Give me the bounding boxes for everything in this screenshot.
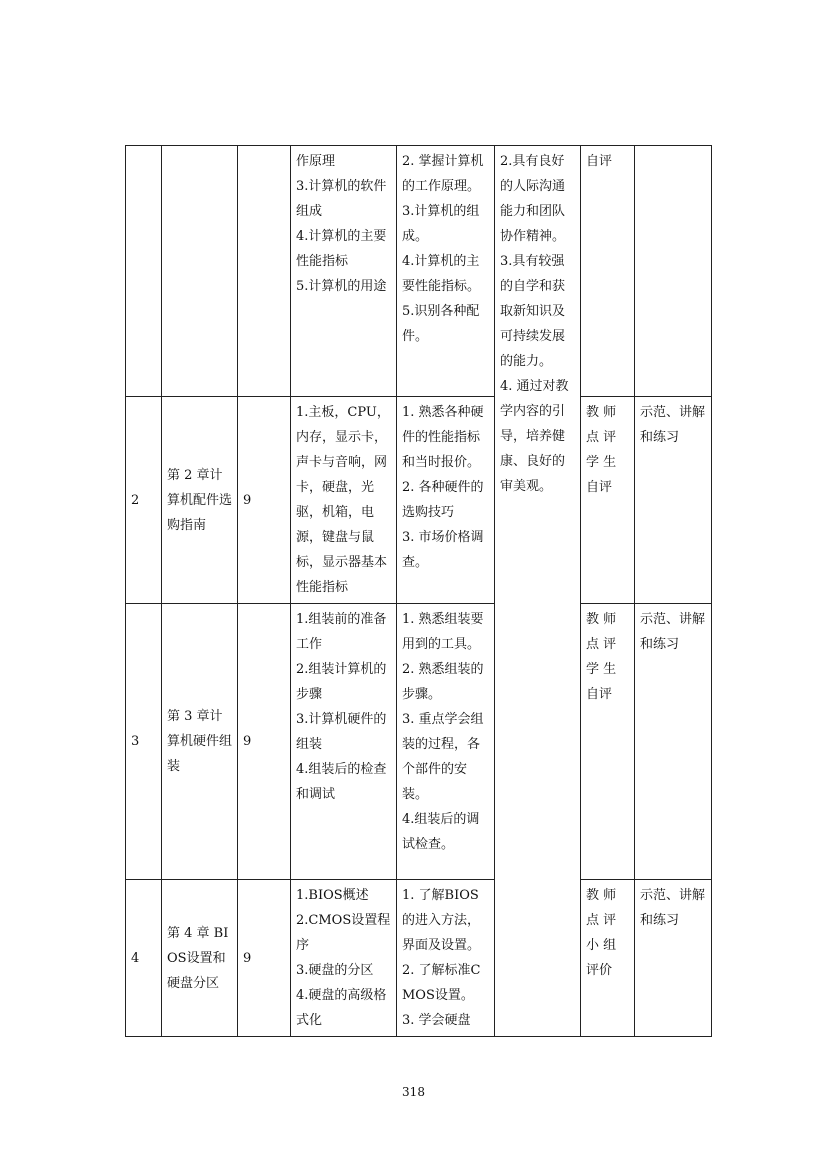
method-cell xyxy=(635,880,712,1037)
evaluation-text: 自评 xyxy=(586,154,613,169)
goal-item: 5.识别各种配件。 xyxy=(402,304,480,344)
evaluation-cell xyxy=(581,397,635,604)
hours-cell xyxy=(238,146,291,397)
method-cell xyxy=(635,146,712,397)
hours-cell xyxy=(238,397,291,604)
hours-cell xyxy=(238,604,291,880)
content-item: 1.组装前的准备工作 xyxy=(296,612,387,652)
evaluation-text: 教 师 点 评 小 组 评价 xyxy=(586,888,617,978)
goal-item: 3. 市场价格调查。 xyxy=(402,530,484,570)
content-item: 作原理 xyxy=(296,154,336,169)
method-text: 示范、讲解和练习 xyxy=(640,888,706,928)
hours-value: 9 xyxy=(243,492,252,508)
hours-value: 9 xyxy=(243,950,252,966)
chapter-cell xyxy=(162,604,238,880)
hours-cell xyxy=(238,880,291,1037)
quality-item: 4. 通过对教学内容的引导，培养健康、良好的审美观。 xyxy=(500,379,569,494)
content-item: 3.硬盘的分区 xyxy=(296,963,374,978)
content-item: 3.计算机的软件组成 xyxy=(296,179,387,219)
goal-item: 1. 熟悉各种硬件的性能指标和当时报价。 xyxy=(402,405,484,470)
content-cell xyxy=(291,146,397,397)
goal-item: 2. 各种硬件的选购技巧 xyxy=(402,480,484,520)
row-index-cell xyxy=(126,397,162,604)
content-cell xyxy=(291,397,397,604)
method-cell xyxy=(635,397,712,604)
evaluation-cell xyxy=(581,146,635,397)
hours-value: 9 xyxy=(243,734,252,749)
qualities-cell xyxy=(495,146,581,1037)
quality-item: 3.具有较强的自学和获取新知识及可持续发展的能力。 xyxy=(500,254,566,369)
row-index: 3 xyxy=(131,734,140,749)
chapter-title: 第 2 章计算机配件选购指南 xyxy=(167,467,233,533)
table-row xyxy=(126,880,712,1037)
row-index-cell xyxy=(126,146,162,397)
chapter-title: 第 4 章 BIOS设置和硬盘分区 xyxy=(167,925,229,991)
content-item: 3.计算机硬件的组装 xyxy=(296,712,387,752)
chapter-cell xyxy=(162,880,238,1037)
content-item: 2.CMOS设置程序 xyxy=(296,913,391,953)
goal-item: 1. 了解BIOS的进入方法，界面及设置。 xyxy=(402,888,481,953)
content-item: 4.计算机的主要性能指标 xyxy=(296,229,387,269)
method-text: 示范、讲解和练习 xyxy=(640,405,706,445)
row-index-cell xyxy=(126,880,162,1037)
goal-item: 2. 了解标准CMOS设置。 xyxy=(402,963,481,1003)
table-row xyxy=(126,604,712,880)
goals-cell xyxy=(397,397,495,604)
evaluation-cell xyxy=(581,604,635,880)
row-index-cell xyxy=(126,604,162,880)
row-index: 4 xyxy=(131,950,140,966)
table-row xyxy=(126,397,712,604)
goal-item: 2. 掌握计算机的工作原理。 xyxy=(402,154,484,194)
evaluation-cell xyxy=(581,880,635,1037)
content-item: 4.硬盘的高级格式化 xyxy=(296,988,387,1028)
goal-item: 3. 学会硬盘 xyxy=(402,1013,471,1028)
quality-item: 2.具有良好的人际沟通能力和团队协作精神。 xyxy=(500,154,566,244)
evaluation-text: 教 师 点 评 学 生 自评 xyxy=(586,612,617,702)
chapter-cell xyxy=(162,146,238,397)
goals-cell xyxy=(397,880,495,1037)
content-cell xyxy=(291,880,397,1037)
goal-item: 3. 重点学会组装的过程，各个部件的安装。 xyxy=(402,712,484,802)
goals-cell xyxy=(397,146,495,397)
content-item: 2.组装计算机的步骤 xyxy=(296,662,387,702)
evaluation-text: 教 师 点 评 学 生 自评 xyxy=(586,405,617,495)
content-item: 1.BIOS概述 xyxy=(296,888,369,903)
goal-item: 2. 熟悉组装的步骤。 xyxy=(402,662,484,702)
content-cell xyxy=(291,604,397,880)
chapter-cell xyxy=(162,397,238,604)
page-number: 318 xyxy=(402,1085,425,1099)
table-row xyxy=(126,146,712,397)
goal-item: 4.组装后的调试检查。 xyxy=(402,812,480,852)
method-text: 示范、讲解和练习 xyxy=(640,612,706,652)
content-item: 5.计算机的用途 xyxy=(296,279,387,294)
goal-item: 4.计算机的主要性能指标。 xyxy=(402,254,481,294)
goals-cell xyxy=(397,604,495,880)
goal-item: 3.计算机的组成。 xyxy=(402,204,480,244)
syllabus-table xyxy=(125,145,712,1037)
chapter-title: 第 3 章计算机硬件组装 xyxy=(167,709,233,774)
content-item: 1.主板，CPU，内存，显示卡，声卡与音响，网卡，硬盘，光驱，机箱，电源，键盘与鼠标，显示器基本性能指标 xyxy=(296,405,390,595)
method-cell xyxy=(635,604,712,880)
content-item: 4.组装后的检查和调试 xyxy=(296,762,387,802)
goal-item: 1. 熟悉组装要用到的工具。 xyxy=(402,612,484,652)
row-index: 2 xyxy=(131,492,140,508)
